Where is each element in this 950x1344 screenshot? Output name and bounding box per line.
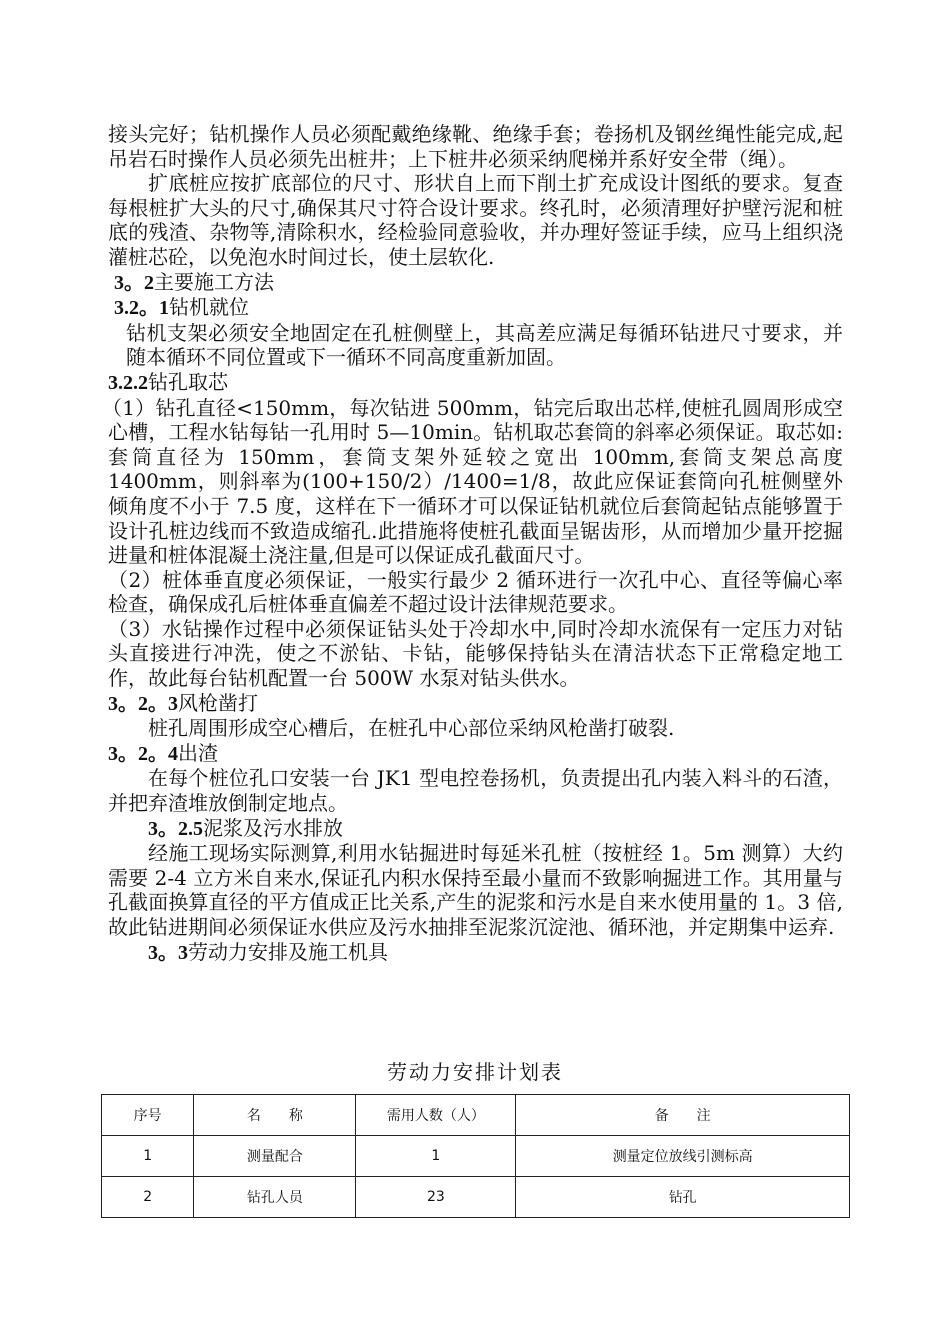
section-3-2-3-text: 桩孔周围形成空心槽后，在桩孔中心部位采纳风枪凿打破裂.: [148, 716, 675, 741]
section-3-2-2-item-1: （1）钻孔直径<150mm，每次钻进 500mm，钻完后取出芯样,使桩孔圆周形成空心槽，工程水钻每钻一孔用时 5—10min。钻机取芯套筒的斜率必须保证。取芯如:套筒直径为 150mm，套筒支架外延较之宽出 100mm,套筒支架总高度 1400mm，则斜率为(100+150/2）/1400=1/8，故此应保证套筒向孔桩侧壁外倾角度不小于 7.5 度，这样在下一循环才可以保证钻机就位后套筒起钻点能够置于设计孔桩边线而不致造成缩孔.此措施将使桩孔截面呈锯齿形，从而增加少量开挖掘进量和桩体混凝土浇注量,但是可以保证成孔截面尺寸。: [102, 395, 843, 568]
heading-text: 主要施工方法: [154, 269, 274, 294]
heading-text: 钻机就位: [169, 295, 249, 320]
heading-3-3: [108, 940, 843, 966]
cell-remarks: 钻孔: [516, 1177, 850, 1218]
section-3-2-2-item-2: （2）桩体垂直度必须保证，一般实行最少 2 循环进行一次孔中心、直径等偏心率检查，确保成孔后桩体垂直偏差不超过设计法律规范要求。: [108, 567, 843, 617]
labor-plan-table: [101, 1094, 850, 1218]
cell-index: 1: [102, 1136, 194, 1177]
heading-3-2-2: [108, 370, 843, 396]
heading-3-2: [108, 270, 843, 296]
heading-number: 3。2。3: [108, 692, 178, 715]
heading-text: 泥浆及污水排放: [203, 815, 343, 840]
header-cell-index: 序号: [102, 1095, 194, 1136]
heading-number: 3。3: [148, 941, 188, 964]
cell-count: 1: [356, 1136, 516, 1177]
header-cell-remarks: 备 注: [516, 1095, 850, 1136]
cell-name: 测量配合: [194, 1136, 356, 1177]
heading-number: 3。2: [114, 271, 154, 294]
header-cell-name: 名 称: [194, 1095, 356, 1136]
heading-3-2-4: [108, 741, 843, 767]
paragraph-enlarged-base: 扩底桩应按扩底部位的尺寸、形状自上而下削土扩充成设计图纸的要求。复查每根桩扩大头的尺寸,确保其尺寸符合设计要求。终孔时，必须清理好护壁污泥和桩底的残渣、杂物等,清除积水，经检验同意验收，并办理好签证手续，应马上组织浇灌桩芯砼，以免泡水时间过长，使土层软化.: [108, 171, 843, 269]
body-text: [102, 122, 843, 965]
section-3-2-4-text: 在每个桩位孔口安装一台 JK1 型电控卷扬机，负责提出孔内装入料斗的石渣，并把弃渣堆放倒制定地点。: [108, 766, 843, 816]
table-row: [102, 1177, 850, 1218]
heading-number: 3.2。1: [114, 297, 169, 320]
heading-text: 钻孔取芯: [148, 369, 228, 394]
section-3-2-1-text: 钻机支架必须安全地固定在孔桩侧壁上，其高差应满足每循环钻进尺寸要求，并随本循环不同位置或下一循环不同高度重新加固。: [126, 320, 843, 370]
table-header-row: [102, 1095, 850, 1136]
cell-name: 钻孔人员: [194, 1177, 356, 1218]
cell-count: 23: [356, 1177, 516, 1218]
heading-number: 3。2。4: [108, 742, 178, 765]
section-3-2-5-text: 经施工现场实际测算,利用水钻掘进时每延米孔桩（按桩经 1。5m 测算）大约需要 2-4 立方米自来水,保证孔内积水保持至最小量而不致影响掘进工作。其用量与孔截面换算直径的平方值成正比关系,产生的泥浆和污水是自来水使用量的 1。3 倍,故此钻进期间必须保证水供应及污水抽排至泥浆沉淀池、循环池，并定期集中运弃.: [108, 841, 843, 939]
heading-3-2-3: [108, 691, 843, 717]
heading-text: 风枪凿打: [178, 690, 258, 715]
heading-number: 3.2.2: [108, 371, 148, 394]
paragraph-safety: 接头完好；钻机操作人员必须配戴绝缘靴、绝缘手套；卷扬机及钢丝绳性能完成,起吊岩石时操作人员必须先出桩井；上下桩井必须采纳爬梯并系好安全带（绳）。: [108, 122, 843, 171]
table-row: [102, 1136, 850, 1177]
heading-text: 劳动力安排及施工机具: [188, 939, 388, 964]
cell-remarks: 测量定位放线引测标高: [516, 1136, 850, 1177]
section-3-2-2-item-3: （3）水钻操作过程中必须保证钻头处于冷却水中,同时冷却水流保有一定压力对钻头直接进行冲洗，使之不淤钻、卡钻，能够保持钻头在清洁状态下正常稳定地工作，故此每台钻机配置一台 500W 水泵对钻头供水。: [108, 616, 843, 691]
heading-3-2-5: [108, 816, 843, 842]
heading-number: 3。2.5: [148, 817, 203, 840]
heading-text: 出渣: [178, 740, 218, 765]
header-cell-count: 需用人数（人）: [356, 1095, 516, 1136]
heading-3-2-1: [108, 295, 843, 321]
cell-index: 2: [102, 1177, 194, 1218]
table-caption: 劳动力安排计划表: [387, 1060, 563, 1084]
